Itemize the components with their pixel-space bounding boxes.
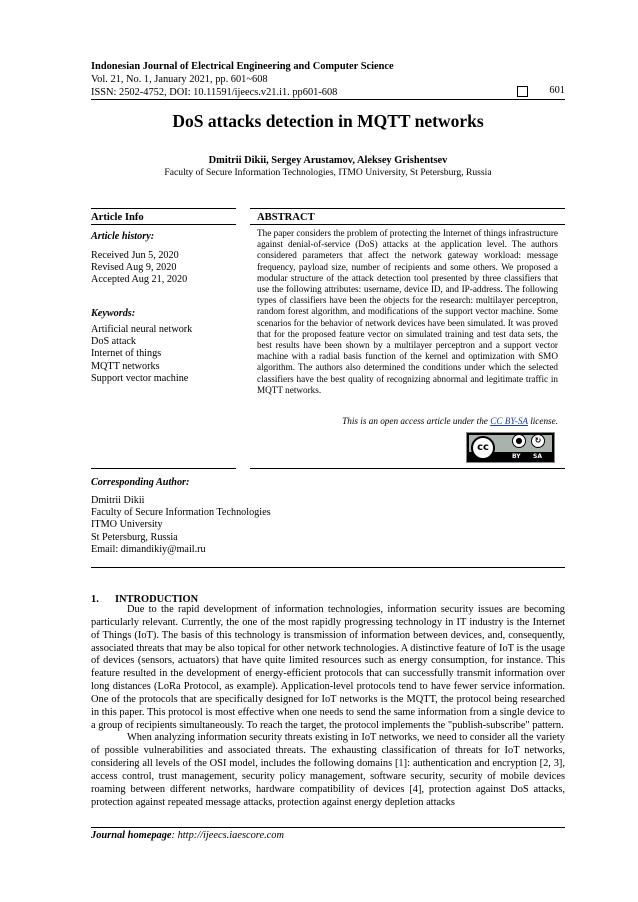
body-paragraph: Due to the rapid development of information technologies, information security issues are becoming particularly relevant. Currently, the one of the most rapidly progressing technology in IT industry is the Internet of Things (IoT). The basis of this technology is transmission of information between devices, and, consequently, associated threats that may be also topical for other network technologies. A distinctive feature of IoT is the usage of devices (sensors, actuators) that have quite limited resources such as energy consumption, for instance. This feature resulted in the development of energy-efficient protocols that can successfully transmit information over long distances (LoRa Protocol, as example). Application-level protocols tend to have fewer service information. One of the protocols that are specifically designed for IoT networks is the MQTT, the protocol being researched in this paper. This protocol is most effective when one needs to send the same information from a single device to a group of recipients simultaneously. To reach the target, the protocol implements the "publish-subscribe" pattern. [91,604,565,731]
section-number: 1. [91,594,99,605]
cc-by-sa-badge[interactable] [466,432,555,463]
journal-header [91,60,565,99]
abstract-heading: ABSTRACT [257,212,315,223]
abstract-rule [250,224,565,225]
author-name: Dmitrii Dikii [91,495,145,506]
abstract-bottom-rule [250,468,565,469]
article-info-heading: Article Info [91,212,144,223]
author-faculty: Faculty of Secure Information Technologies [91,507,271,519]
homepage-label: Journal homepage [91,830,172,841]
author-email: Email: dimandikiy@mail.ru [91,543,206,555]
open-access-prefix: This is an open access article under the [342,416,491,426]
front-matter-rule [91,567,565,568]
issn-line: ISSN: 2502-4752, DOI: 10.11591/ijeecs.v21.i1. pp601-608 [91,87,338,98]
person-icon: ● [512,434,526,448]
keyword: Artificial neural network [91,324,193,335]
keyword: Internet of things [91,348,162,360]
body-paragraph: When analyzing information security threats existing in IoT networks, we need to consider all the variety of possible vulnerabilities and associated threats. The exhausting classification of threats for IoT networks, considering all levels of the OSI model, includes the following domains [1]: authentication and encryption [2, 3], access control, trust management, security policy management, software security, security of mobile devices roaming between different networks, hardware compatibility of devices [4], protection against DoS attacks, protection against repeated message attacks, protection against energy depletion attacks [91,732,565,808]
keywords-label: Keywords: [91,308,136,319]
header-rule [91,99,565,100]
journal-homepage [91,829,284,842]
author-list: Dmitrii Dikii, Sergey Arustamov, Aleksey Grishentsev [208,155,448,166]
by-label: BY [512,453,521,460]
author-city: St Petersburg, Russia [91,531,178,543]
keyword: DoS attack [91,336,136,348]
history-received: Received Jun 5, 2020 [91,250,179,261]
abstract-text: The paper considers the problem of protecting the Internet of things infrastructure against denial-of-service (DoS) attacks at the application level. The authors considered parameters that affect the network gateway workload: message frequency, payload size, number of recipients and some others. We proposed a modular structure of the attack detection tool presented by three classifiers that use the following attributes: username, device ID, and IP-address. The following types of classifiers have been the objects for the research: multilayer perceptron, random forest algorithm, and modifications of the support vector machine. Some scenarios for the behavior of network devices have been simulated. It was proved that for the proposed feature vector on simulated training and test data sets, the best results have been shown by a multilayer perceptron and a support vector machine with a radial basis function of the kernel and optimization with SMO algorithm. The authors also determined the conditions under which the selected classifiers have the best quality of recognizing abnormal and legitimate traffic in MQTT networks. [257,228,558,395]
sa-label: SA [533,453,542,460]
abstract-top-rule [250,208,565,209]
paper-title: DoS attacks detection in MQTT networks [172,111,484,131]
corresponding-details [91,495,271,556]
section-title: INTRODUCTION [115,594,199,605]
corresponding-label: Corresponding Author: [91,477,190,488]
article-info-top-rule [91,208,236,209]
license-link[interactable]: CC BY-SA [490,416,528,426]
page-box-icon [517,86,528,97]
keyword: Support vector machine [91,372,189,384]
open-access-note [257,416,558,427]
cc-icon: cc [471,436,495,460]
affiliation: Faculty of Secure Information Technologies, ITMO University, St Petersburg, Russia [164,167,492,178]
article-info-rule [91,224,236,225]
journal-name: Indonesian Journal of Electrical Engineering and Computer Science [91,61,394,72]
homepage-url[interactable]: : http://ijeecs.iaescore.com [171,830,284,841]
history-revised: Revised Aug 9, 2020 [91,262,177,274]
history-accepted: Accepted Aug 21, 2020 [91,274,188,286]
history-label: Article history: [91,231,155,242]
page-number: 601 [549,85,565,96]
footer-rule [91,827,565,828]
keywords-list [91,324,192,385]
author-university: ITMO University [91,519,163,531]
open-access-suffix: license. [527,416,558,426]
keyword: MQTT networks [91,360,160,372]
history-list [91,250,187,287]
article-info-bottom-rule [91,468,236,469]
body-text [91,604,565,810]
volume-line: Vol. 21, No. 1, January 2021, pp. 601~608 [91,74,268,85]
share-alike-icon: ↻ [531,434,545,448]
